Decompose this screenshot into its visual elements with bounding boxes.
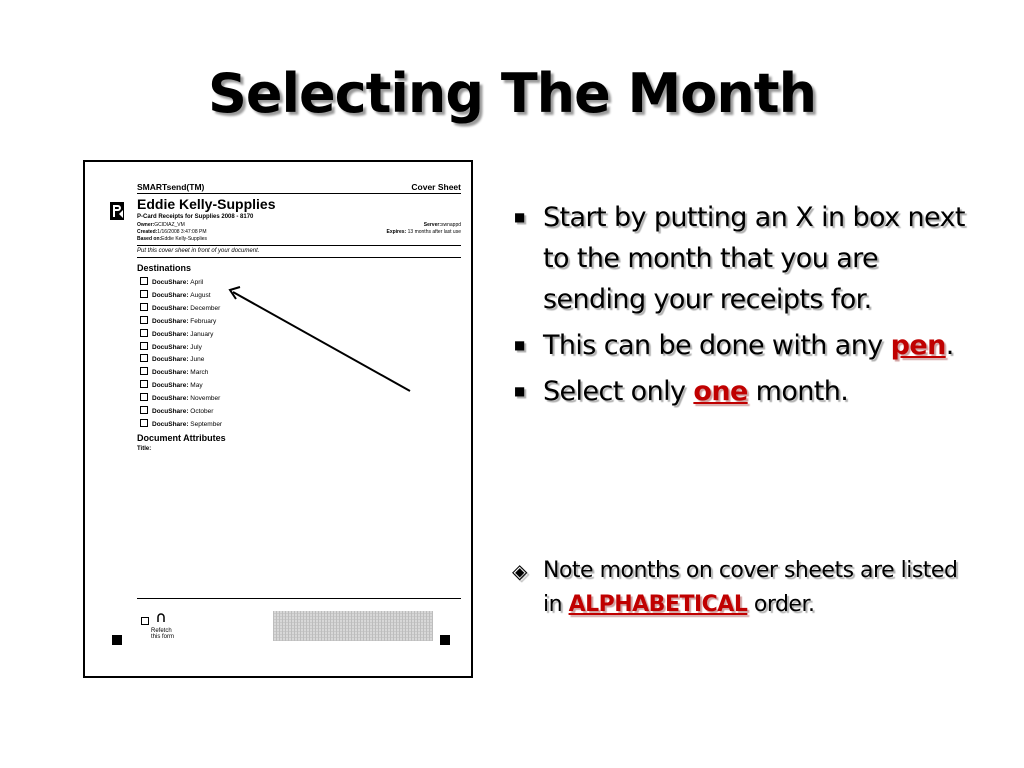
destination-prefix: DocuShare: — [152, 420, 191, 428]
slide-title: Selecting The Month — [207, 62, 817, 125]
sheet-type-label: Cover Sheet — [411, 182, 461, 192]
destination-prefix: DocuShare: — [152, 356, 191, 364]
destination-prefix: DocuShare: — [152, 395, 191, 403]
destination-month: February — [190, 317, 217, 325]
destination-month: October — [190, 408, 214, 415]
destination-month: April — [190, 279, 204, 286]
doc-subtitle: P-Card Receipts for Supplies 2008 - 8170 — [137, 214, 254, 220]
square-bullet-icon: ■ — [514, 384, 525, 398]
destination-prefix: DocuShare: — [152, 408, 191, 415]
destination-prefix: DocuShare: — [152, 330, 191, 338]
emphasis-pen: pen — [890, 330, 946, 361]
destination-prefix: DocuShare: — [152, 291, 191, 299]
doc-name: Eddie Kelly-Supplies — [137, 196, 276, 212]
destinations-heading: Destinations — [137, 263, 192, 273]
destination-prefix: DocuShare: — [152, 279, 191, 286]
destination-prefix: DocuShare: — [152, 369, 191, 377]
destination-month: July — [190, 343, 202, 351]
bullet-list — [512, 197, 982, 417]
attributes-heading: Document Attributes — [137, 433, 226, 443]
based-on-line: Based on:Eddie Kelly-Supplies — [137, 236, 208, 242]
bullet-item-pen: ■ This can be done with any pen. — [512, 325, 982, 366]
instruction-text: Put this cover sheet in front of your document. — [137, 248, 260, 254]
destination-month: November — [190, 395, 221, 403]
note-item: ◈ Note months on cover sheets are listed in ALPHABETICAL order. — [512, 554, 982, 622]
server-line: Server:swnappd — [423, 222, 461, 228]
expires-line: Expires: 13 months after last use — [386, 229, 461, 235]
owner-line: Owner:GCIDIAZ_VM — [137, 222, 185, 228]
destination-month: August — [190, 291, 211, 299]
bullet-item-one: ■ Select only one month. — [512, 371, 982, 412]
square-bullet-icon: ■ — [514, 338, 525, 352]
refetch-label: Refetch this form — [151, 628, 175, 640]
destination-month: September — [190, 420, 223, 428]
destination-prefix: DocuShare: — [152, 304, 191, 312]
emphasis-alphabetical: ALPHABETICAL — [568, 592, 748, 617]
square-bullet-icon: ■ — [514, 210, 525, 224]
destination-month: June — [190, 356, 205, 364]
destination-prefix: DocuShare: — [152, 343, 191, 351]
title-field-label: Title: — [137, 446, 152, 452]
destination-month: January — [190, 330, 214, 338]
destination-month: March — [190, 369, 209, 377]
destination-prefix: DocuShare: — [152, 317, 191, 325]
bullet-item-start: ■ Start by putting an X in box next to the month that you are sending your receipts for. — [512, 197, 982, 320]
diamond-bullet-icon: ◈ — [512, 559, 527, 583]
destination-month: May — [190, 382, 203, 390]
created-line: Created:1/16/2008 3:47:08 PM — [137, 229, 207, 235]
destination-month: December — [190, 304, 221, 312]
brand-label: SMARTsend(TM) — [137, 182, 205, 192]
destination-prefix: DocuShare: — [152, 382, 191, 390]
emphasis-one: one — [693, 376, 748, 407]
